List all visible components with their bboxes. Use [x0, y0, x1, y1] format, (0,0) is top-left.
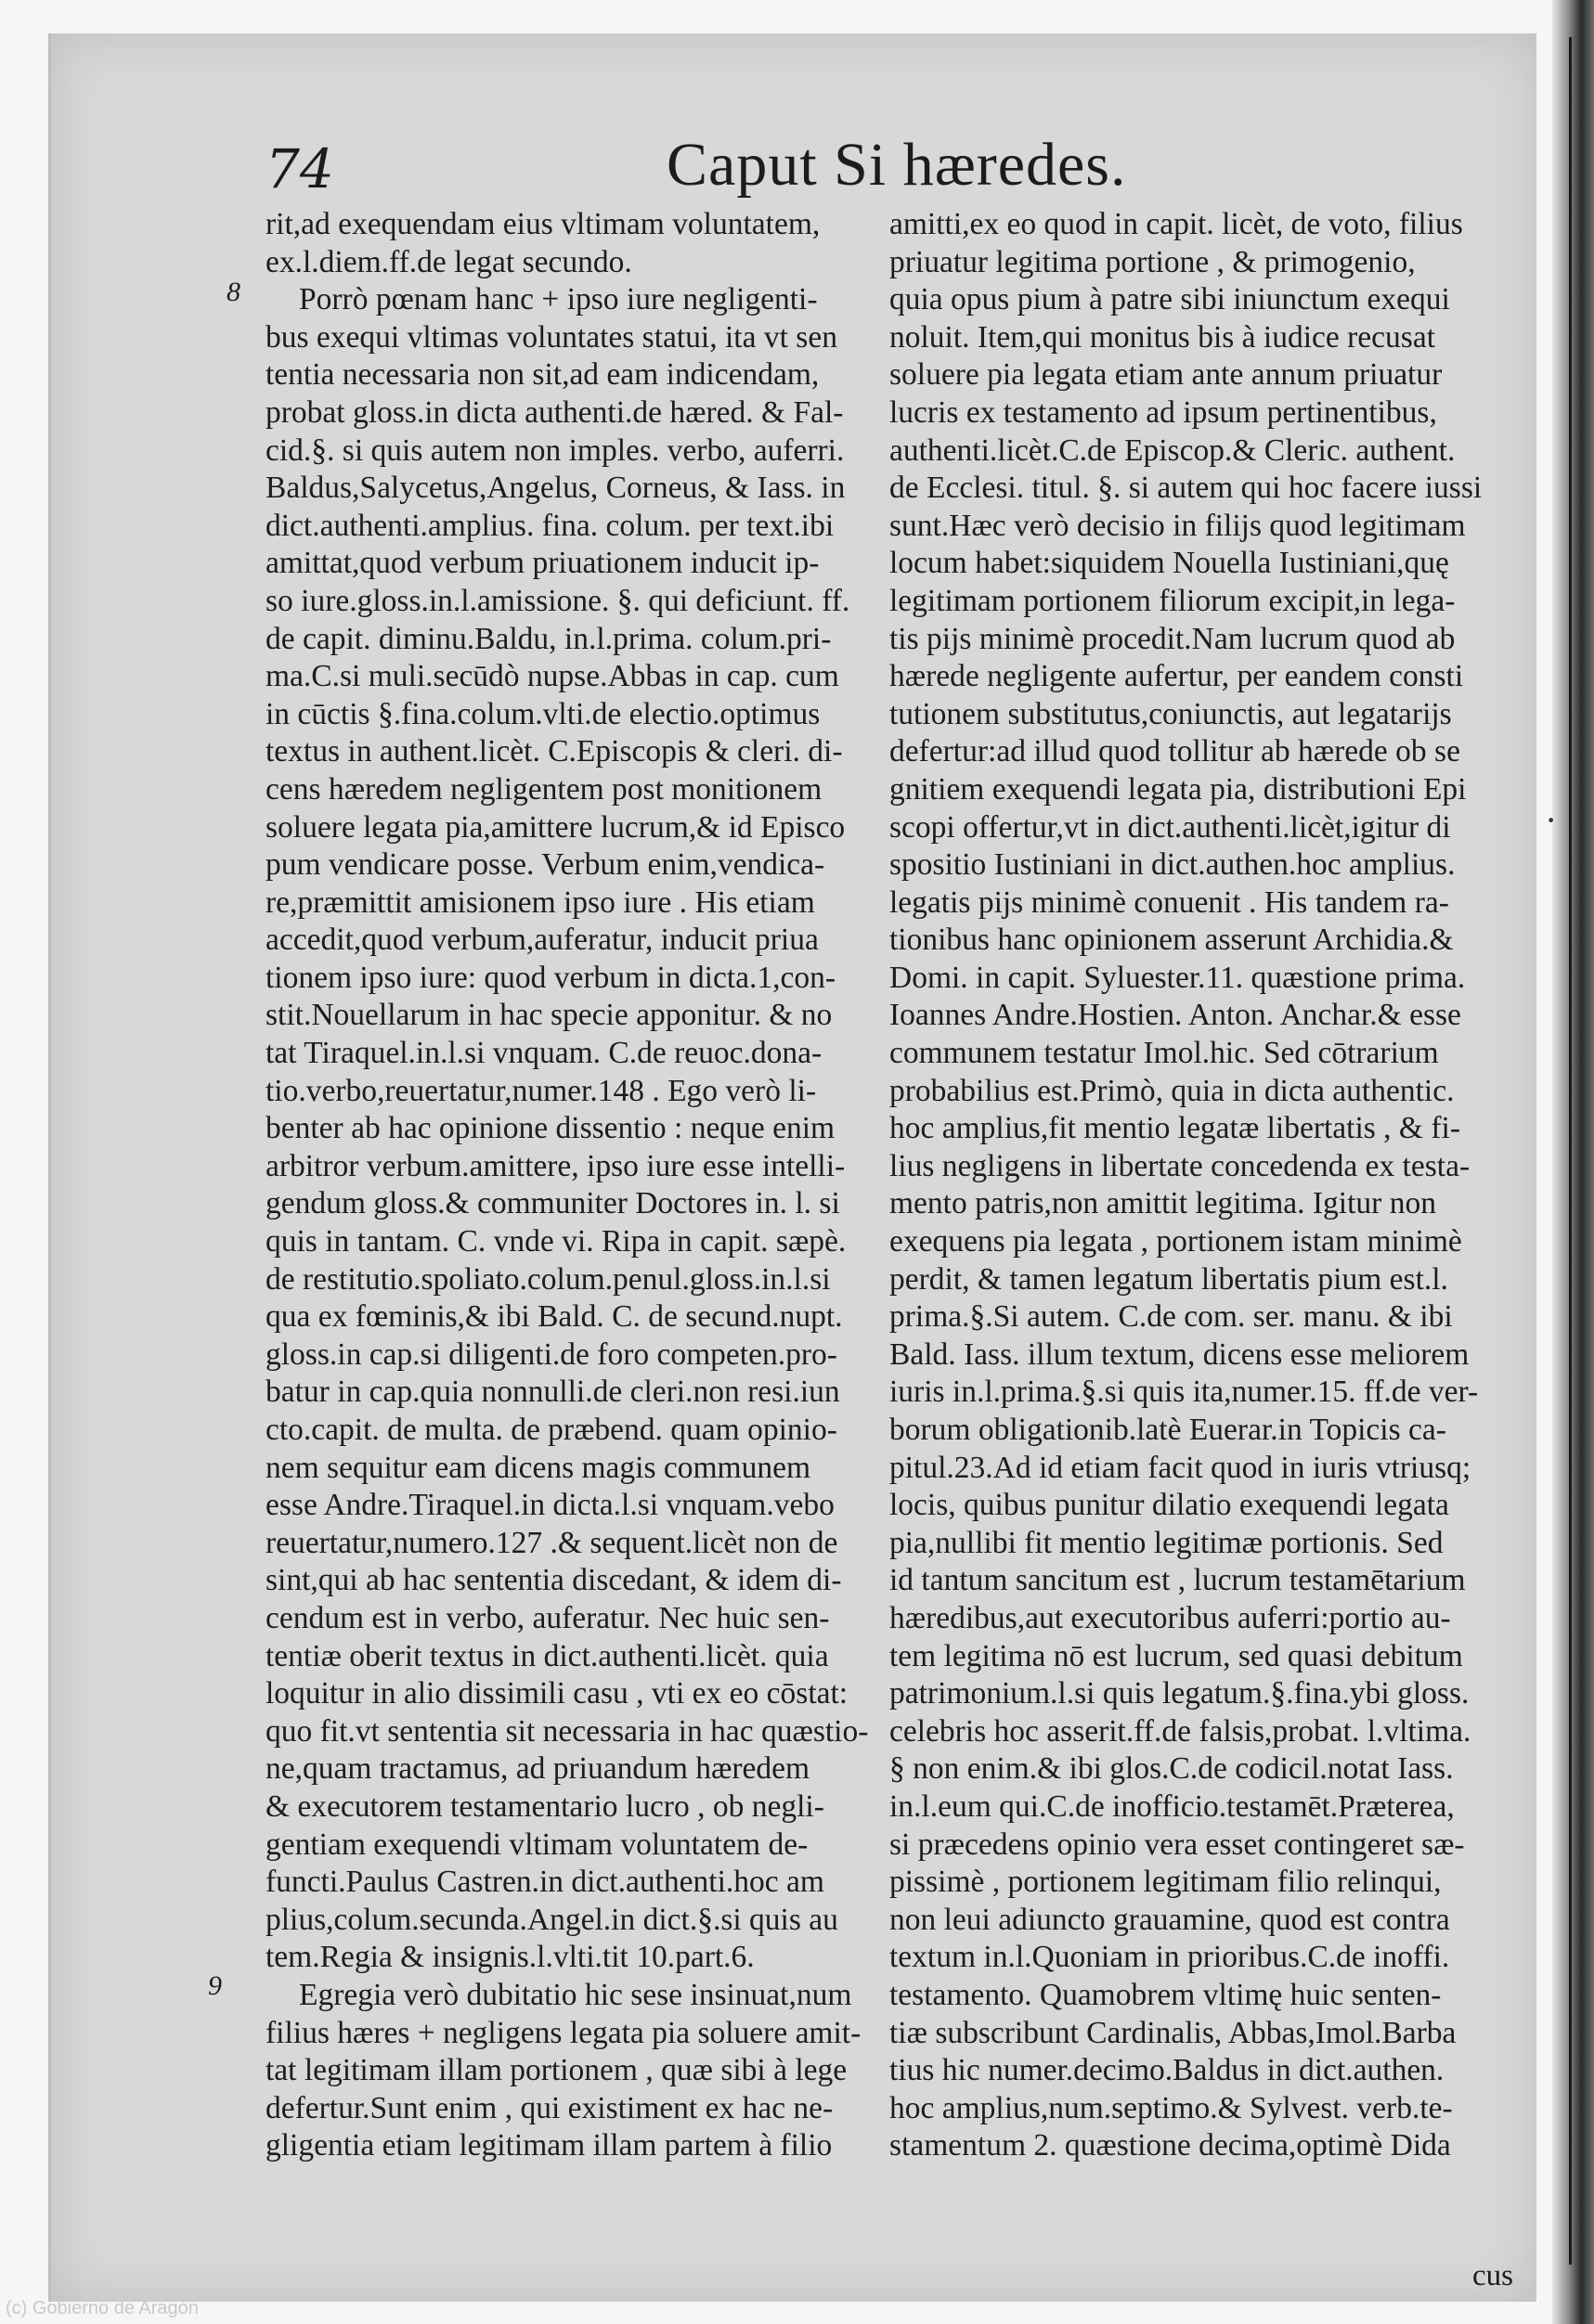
text-line: noluit. Item,qui monitus bis à iudice recusat — [889, 319, 1436, 355]
running-title: Caput Si hæredes. — [667, 131, 1127, 199]
text-line: locum habet:siquidem Nouella Iustiniani,quę — [889, 546, 1449, 581]
text-line: Egregia verò dubitatio hic sese insinuat,num — [299, 1977, 852, 2012]
text-line: quia opus pium à patre sibi iniunctum exequi — [889, 282, 1450, 317]
margin-mark: · — [1545, 799, 1558, 841]
text-line: rit,ad exequendam eius vltimam voluntatem, — [266, 207, 821, 241]
text-line: in.l.eum qui.C.de inofficio.testamēt.Præterea, — [889, 1788, 1455, 1824]
text-line: tutionem substitutus,coniunctis, aut legatarijs — [889, 696, 1452, 731]
text-line: gentiam exequendi vltimam voluntatem de- — [266, 1827, 809, 1862]
text-line: lucris ex testamento ad ipsum pertinentibus, — [889, 394, 1437, 430]
text-line: stamentum 2. quæstione decima,optimè Dida — [889, 2128, 1451, 2163]
text-line: hærede negligente aufertur, per eandem consti — [889, 659, 1464, 694]
text-line: stit.Nouellarum in hac specie apponitur. & no — [266, 998, 833, 1033]
text-line: reuertatur,numero.127 .& sequent.licèt non de — [266, 1525, 838, 1560]
page-number: 74 — [266, 137, 334, 200]
text-line: cendum est in verbo, auferatur. Nec huic sen- — [266, 1600, 830, 1635]
text-line: prima.§.Si autem. C.de com. ser. manu. & ibi — [889, 1299, 1453, 1335]
text-line: hæredibus,aut executoribus auferri:portio au- — [889, 1600, 1451, 1635]
text-line: pitul.23.Ad id etiam facit quod in iuris vtriusq; — [889, 1450, 1471, 1485]
text-line: tiæ subscribunt Cardinalis, Abbas,Imol.Barba — [889, 2015, 1457, 2050]
text-line: tat Tiraquel.in.l.si vnquam. C.de reuoc.dona- — [266, 1036, 823, 1071]
text-line: iuris in.l.prima.§.si quis ita,numer.15. ff.de ver- — [889, 1375, 1479, 1410]
text-line: accedit,quod verbum,auferatur, inducit priua — [266, 923, 819, 958]
text-line: pia,nullibi fit mentio legitimæ portionis. Sed — [889, 1525, 1444, 1560]
text-line: priuatur legitima portione , & primogenio, — [889, 244, 1416, 279]
text-line: lius negligens in libertate concedenda ex testa- — [889, 1148, 1471, 1183]
text-line: batur in cap.quia nonnulli.de cleri.non resi.iun — [266, 1375, 840, 1410]
text-line: sint,qui ab hac sententia discedant, & idem di- — [266, 1563, 842, 1598]
text-line: gligentia etiam legitimam illam partem à filio — [266, 2128, 833, 2163]
text-line: communem testatur Imol.hic. Sed cōtrarium — [889, 1036, 1439, 1071]
text-line: tius hic numer.decimo.Baldus in dict.authen. — [889, 2053, 1445, 2088]
text-line: probat gloss.in dicta authenti.de hæred. & Fal- — [266, 394, 844, 430]
text-line: qua ex fœminis,& ibi Bald. C. de secund.nupt. — [266, 1299, 843, 1335]
text-line: tis pijs minimè procedit.Nam lucrum quod ab — [889, 621, 1456, 656]
text-line: tio.verbo,reuertatur,numer.148 . Ego verò li- — [266, 1073, 817, 1108]
text-line: pum vendicare posse. Verbum enim,vendica- — [266, 847, 825, 883]
text-line: celebris hoc asserit.ff.de falsis,probat. l.vltima. — [889, 1713, 1471, 1749]
text-line: tionibus hanc opinionem asserunt Archidia.& — [889, 923, 1454, 958]
text-line: tem.Regia & insignis.l.vlti.tit 10.part.6. — [266, 1940, 755, 1975]
right-text-column — [889, 206, 1502, 2165]
text-line: mento patris,non amittit legitima. Igitur non — [889, 1186, 1436, 1221]
text-line: Porrò pœnam hanc + ipso iure negligenti- — [299, 282, 818, 317]
text-line: amitti,ex eo quod in capit. licèt, de voto, filius — [889, 207, 1463, 241]
text-line: textus in authent.licèt. C.Episcopis & cleri. di- — [266, 734, 843, 769]
text-line: locis, quibus punitur dilatio exequendi legata — [889, 1488, 1449, 1523]
text-line: hoc amplius,num.septimo.& Sylvest. verb.te- — [889, 2090, 1453, 2125]
text-line: exequens pia legata , portionem istam minimè — [889, 1224, 1462, 1259]
text-line: borum obligationib.latè Euerar.in Topicis ca- — [889, 1413, 1446, 1447]
text-line: dict.authenti.amplius. fina. colum. per text.ibi — [266, 508, 835, 543]
text-line: textum in.l.Quoniam in prioribus.C.de inoffi. — [889, 1940, 1450, 1975]
text-line: testamento. Quamobrem vltimę huic senten- — [889, 1977, 1442, 2012]
book-binding-edge — [1552, 0, 1594, 2324]
text-line: tionem ipso iure: quod verbum in dicta.1,con- — [266, 960, 836, 995]
text-line: si præcedens opinio vera esset contingeret sæ- — [889, 1827, 1465, 1862]
text-line: loquitur in alio dissimili casu , vti ex eo cōstat: — [266, 1676, 849, 1711]
text-line: amittat,quod verbum priuationem inducit ip- — [266, 546, 820, 581]
text-line: patrimonium.l.si quis legatum.§.fina.ybi gloss. — [889, 1676, 1470, 1711]
text-line: benter ab hac opinione dissentio : neque enim — [266, 1111, 836, 1146]
text-line: quo fit.vt sententia sit necessaria in hac quæstio- — [266, 1713, 869, 1749]
image-credit: (c) Gobierno de Aragón — [6, 2298, 199, 2318]
text-line: legitimam portionem filiorum excipit,in lega- — [889, 583, 1456, 618]
text-line: gnitiem exequendi legata pia, distributioni Epi — [889, 771, 1467, 807]
text-line: cens hæredem negligentem post monitionem — [266, 771, 823, 807]
text-line: arbitror verbum.amittere, ipso iure esse intelli- — [266, 1148, 846, 1183]
text-line: id tantum sancitum est , lucrum testamētarium — [889, 1563, 1466, 1598]
text-line: spositio Iustiniani in dict.authen.hoc amplius. — [889, 847, 1456, 883]
text-line: filius hæres + negligens legata pia soluere amit- — [266, 2015, 862, 2050]
catchword: cus — [1472, 2259, 1513, 2292]
page-header — [0, 130, 1594, 213]
text-line: cid.§. si quis autem non imples. verbo, auferri. — [266, 433, 845, 468]
text-line: Bald. Iass. illum textum, dicens esse meliorem — [889, 1336, 1470, 1372]
text-line: tentiæ oberit textus in dict.authenti.licèt. quia — [266, 1638, 829, 1673]
text-line: de capit. diminu.Baldu, in.l.prima. colum.pri- — [266, 621, 832, 656]
text-line: ne,quam tractamus, ad priuandum hæredem — [266, 1751, 810, 1787]
text-line: gloss.in cap.si diligenti.de foro competen.pro- — [266, 1336, 837, 1372]
text-line: gendum gloss.& communiter Doctores in. l. si — [266, 1186, 840, 1221]
marginal-number-8: 8 — [227, 277, 240, 307]
text-line: soluere legata pia,amittere lucrum,& id Episco — [266, 809, 846, 845]
left-text-column — [266, 206, 869, 2165]
text-line: scopi offertur,vt in dict.authenti.licèt,igitur di — [889, 809, 1451, 845]
text-line: bus exequi vltimas voluntates statui, ita vt sen — [266, 319, 837, 355]
text-line: plius,colum.secunda.Angel.in dict.§.si quis au — [266, 1902, 838, 1937]
text-line: ex.l.diem.ff.de legat secundo. — [266, 244, 632, 279]
text-line: cto.capit. de multa. de præbend. quam opinio- — [266, 1413, 837, 1447]
text-line: re,præmittit amisionem ipso iure . His etiam — [266, 884, 815, 920]
text-line: pissimè , portionem legitimam filio relinqui, — [889, 1865, 1442, 1900]
text-line: so iure.gloss.in.l.amissione. §. qui deficiunt. ff. — [266, 583, 850, 618]
text-line: functi.Paulus Castren.in dict.authenti.hoc am — [266, 1865, 824, 1900]
text-line: de restitutio.spoliato.colum.penul.gloss.in.l.si — [266, 1261, 831, 1297]
text-line: hoc amplius,fit mentio legatæ libertatis , & fi- — [889, 1111, 1460, 1146]
text-line: Domi. in capit. Syluester.11. quæstione prima. — [889, 960, 1466, 995]
binding-shadow-line — [1569, 37, 1572, 2265]
text-line: & executorem testamentario lucro , ob negli- — [266, 1788, 824, 1824]
text-line: de Ecclesi. titul. §. si autem qui hoc facere iussi — [889, 471, 1483, 506]
text-line: tem legitima nō est lucrum, sed quasi debitum — [889, 1638, 1463, 1673]
text-line: sunt.Hæc verò decisio in filijs quod legitimam — [889, 508, 1466, 543]
text-line: perdit, & tamen legatum libertatis pium est.l. — [889, 1261, 1448, 1297]
text-line: in cūctis §.fina.colum.vlti.de electio.optimus — [266, 696, 821, 731]
text-line: authenti.licèt.C.de Episcop.& Cleric. authent. — [889, 433, 1456, 468]
text-line: Ioannes Andre.Hostien. Anton. Anchar.& esse — [889, 998, 1461, 1033]
text-line: § non enim.& ibi glos.C.de codicil.notat Iass. — [889, 1751, 1454, 1787]
text-line: probabilius est.Primò, quia in dicta authentic. — [889, 1073, 1455, 1108]
text-line: legatis pijs minimè conuenit . His tandem ra- — [889, 884, 1449, 920]
text-line: nem sequitur eam dicens magis communem — [266, 1450, 811, 1485]
text-line: ma.C.si muli.secūdò nupse.Abbas in cap. cum — [266, 659, 839, 694]
text-line: defertur.Sunt enim , qui existiment ex hac ne- — [266, 2090, 834, 2125]
text-line: tentia necessaria non sit,ad eam indicendam, — [266, 357, 820, 393]
text-line: quis in tantam. C. vnde vi. Ripa in capit. sæpè. — [266, 1224, 847, 1259]
text-line: esse Andre.Tiraquel.in dicta.l.si vnquam.vebo — [266, 1488, 835, 1523]
text-line: non leui adiuncto grauamine, quod est contra — [889, 1902, 1450, 1937]
marginal-number-9: 9 — [208, 1970, 222, 2001]
text-line: defertur:ad illud quod tollitur ab hærede ob se — [889, 734, 1460, 769]
text-line: tat legitimam illam portionem , quæ sibi à lege — [266, 2053, 848, 2088]
text-line: Baldus,Salycetus,Angelus, Corneus, & Iass. in — [266, 471, 846, 506]
text-line: soluere pia legata etiam ante annum priuatur — [889, 357, 1443, 393]
